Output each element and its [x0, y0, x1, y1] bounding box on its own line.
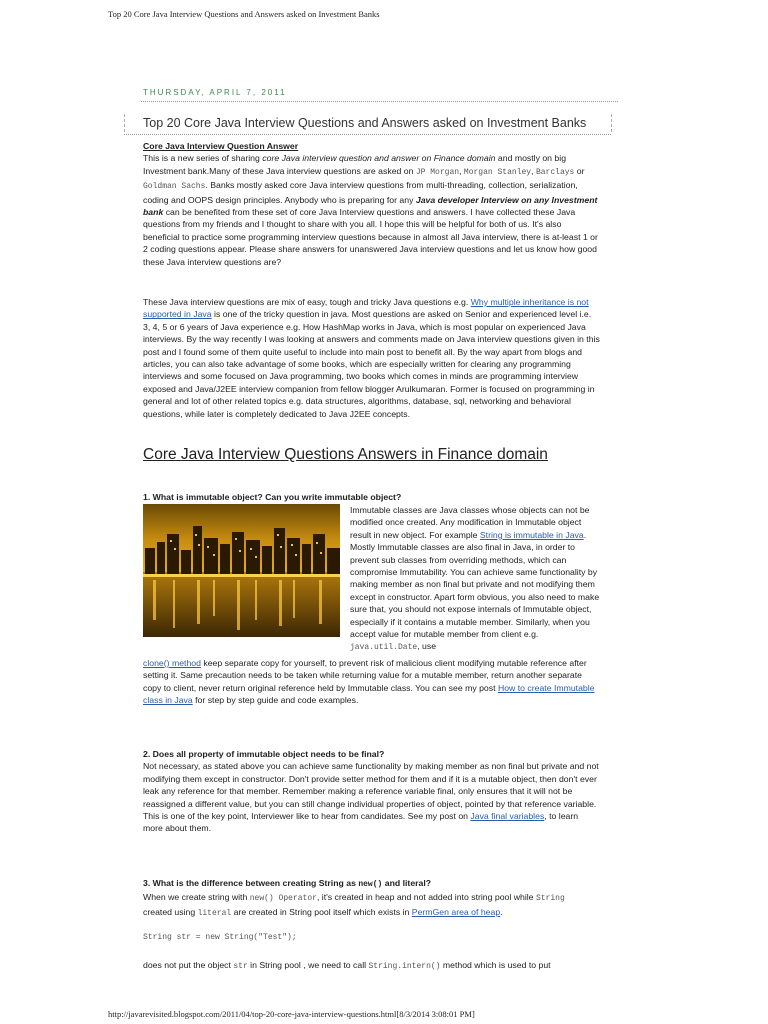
para-text: These Java interview questions are mix of easy, tough and tricky Java questions e.g.	[143, 297, 471, 307]
q1-text: for step by step guide and code examples.	[192, 695, 359, 706]
q3-text: method which is used to put	[440, 960, 551, 970]
post-title[interactable]: Top 20 Core Java Interview Questions and Answers asked on Investment Banks	[143, 116, 587, 130]
code-sample	[143, 932, 600, 944]
skyline-image	[143, 504, 340, 637]
q1-answer-wrap	[350, 504, 602, 655]
question-3	[143, 877, 600, 920]
intro-heading: Core Java Interview Question Answer	[143, 141, 299, 151]
q1-heading: 1. What is immutable object? Can you write immutable object?	[143, 492, 402, 502]
intro-text: can be benefited from these set of core Java Interview questions and answers. I have collected these Java questions from my friends and I thought to share with you all. I hope this will be helpful for both of us. It's also beneficial to practice some programming interview questions because in almost all Java interview, there is at-least 1 or 2 coding questions appear. Please share answers for unanswered Java interview questions and let us know how good these Java interview questions are?	[143, 207, 598, 267]
inline-code: new() Operator	[249, 894, 317, 904]
q3-text: are created in String pool itself which exists in	[231, 906, 412, 917]
footer-page-url: http://javarevisited.blogspot.com/2011/04/top-20-core-java-interview-questions.html[8/3/2014 3:08:01 PM]	[108, 1009, 475, 1019]
permgen-link[interactable]: PermGen area of heap	[411, 906, 501, 917]
inline-code: literal	[197, 908, 232, 918]
q3-text: When we create string with	[143, 892, 250, 903]
intro-text: . Banks mostly asked core Java interview questions from multi-threading, collection, serialization, coding and OOPS design principles. Anybody who is preparing for any	[143, 180, 578, 205]
bank-name: Barclays	[535, 167, 575, 177]
intro-block: Core Java Interview Question Answer This is a new series of sharing core Java interview question and answer on Finance domain and mostly on big Investment bank.Many of these Java interview questions are asked on JP Morgan, Morgan Stanley, Barclays or Goldman Sachs. Banks mostly asked core Java interview questions from multi-threading, collection, serialization, coding and OOPS design principles. Anybody who is preparing for any Java developer Interview on any Investment bank can be benefited from these set of core Java Interview questions and answers. I have collected these Java questions from my friends and I thought to share with you all. I hope this will be helpful for both of us. It's also beneficial to practice some programming interview questions because in almost all Java interview, there is at-least 1 or 2 coding questions appear. Please share answers for unanswered Java interview questions and let us know how good these Java interview questions are?	[143, 141, 598, 267]
final-variables-link[interactable]: Java final variables	[470, 811, 545, 822]
intro-text: and mostly on big Investment bank.Many of these Java interview questions are asked on	[143, 153, 567, 176]
intro-emphasis: core Java interview question and answer on Finance domain	[262, 153, 496, 164]
intro-text: This is a new series of sharing	[143, 153, 263, 164]
q3-heading-code: new()	[358, 880, 383, 889]
bank-name: JP Morgan	[415, 167, 460, 177]
paragraph-2	[143, 296, 600, 420]
multiple-inheritance-link[interactable]: Why multiple inheritance is not supported in Java	[143, 297, 589, 320]
code-line: String str = new String("Test");	[143, 933, 297, 942]
q3-text: , it's created in heap and not added into string pool while	[316, 892, 536, 903]
section-heading: Core Java Interview Questions Answers in Finance domain	[143, 446, 548, 463]
q3-text: does not put the object	[143, 960, 234, 970]
q3-continued	[143, 959, 600, 973]
post-date-header: THURSDAY, APRIL 7, 2011	[143, 88, 287, 97]
q2-text: Not necessary, as stated above you can achieve same functionality by making member as non final but private and not modifying them except in constructor. Don't provide setter method for them and if it is a mutable object, then don't ever leak any reference for that member. Remember making a reference variable final, only ensures that it will not be reassigned a different value, but you can still change individual properties of object, pointed by that reference variable. This is one of the key point, Interviewer like to hear from candidates. See my post on	[143, 761, 599, 822]
intro-strong: Java developer Interview on any Investment bank	[143, 194, 598, 218]
q2-text: , to learn more about them.	[143, 811, 579, 834]
intro-text: or	[574, 165, 585, 176]
immutable-class-link[interactable]: How to create Immutable class in Java	[143, 682, 595, 706]
inline-code: String	[535, 894, 565, 904]
date-divider	[141, 101, 618, 102]
string-immutable-link[interactable]: String is immutable in Java	[479, 529, 584, 540]
bank-name: Goldman Sachs	[143, 182, 206, 192]
q3-heading-text: and literal?	[382, 878, 432, 888]
question-1-heading	[143, 491, 600, 503]
inline-code: java.util.Date	[350, 643, 418, 653]
q3-text: created using	[143, 906, 198, 917]
q1-text: , use	[417, 641, 437, 652]
title-divider	[124, 134, 611, 135]
q3-heading	[143, 877, 600, 891]
browser-page-title: Top 20 Core Java Interview Questions and Answers asked on Investment Banks	[108, 9, 380, 19]
q3-heading-text: 3. What is the difference between creating String as	[143, 878, 359, 888]
inline-code: String.intern()	[368, 962, 441, 971]
q3-text: in String pool , we need to call	[247, 960, 369, 970]
q1-text: keep separate copy for yourself, to prevent risk of malicious client modifying mutable reference after setting it. Same precaution needs to be taken while returning value for a mutable member, return another separate copy to client, never return original reference held by Immutable class. You can see my post	[143, 658, 587, 693]
q3-text: .	[500, 906, 503, 917]
city-skyline-at-night-photo	[143, 504, 340, 637]
bank-name: Morgan Stanley	[463, 167, 532, 177]
inline-code: str	[233, 962, 248, 971]
clone-method-link[interactable]: clone() method	[143, 658, 201, 668]
q1-answer-continued	[143, 657, 600, 707]
para-text: is one of the tricky question in java. Most questions are asked on Senior and experienced level i.e. 3, 4, 5 or 6 years of Java experience e.g. How HashMap works in Java, which is most popular on experienced Java interviews. By the way recently I was looking at answers and comments made on Java interview questions given in this post and I found some of them quite useful to include into main post to benefit all. By the way apart from blogs and articles, you can also take advantage of some books, which are especially written for clearing any programming interviews and some focused on Java programming, two books which comes in minds are programming interview exposed and Java/J2EE interview companion from fellow blogger Arulkumaran. Former is focused on programming in general and lot of other related topics e.g. data structures, algorithms, database, sql, networking and behavioral questions, while later is completely dedicated to Java J2EE concepts.	[143, 309, 600, 419]
q1-text: . Mostly Immutable classes are also final in Java, in order to prevent sub classes from overriding methods, which can compromise Immutability. You can achieve same functionality by making member as non final but private and not modifying them except in constructor. Apart form obvious, you also need to make sure that, you should not expose internals of Immutable object, especially if it contains a mutable member. Similarly, when you accept value for mutable member from client e.g.	[350, 529, 600, 640]
q2-heading: 2. Does all property of immutable object needs to be final?	[143, 749, 385, 759]
question-2	[143, 748, 600, 835]
q1-text: Immutable classes are Java classes whose objects can not be modified once created. Any modification in Immutable object result in new object. For example	[350, 505, 590, 540]
